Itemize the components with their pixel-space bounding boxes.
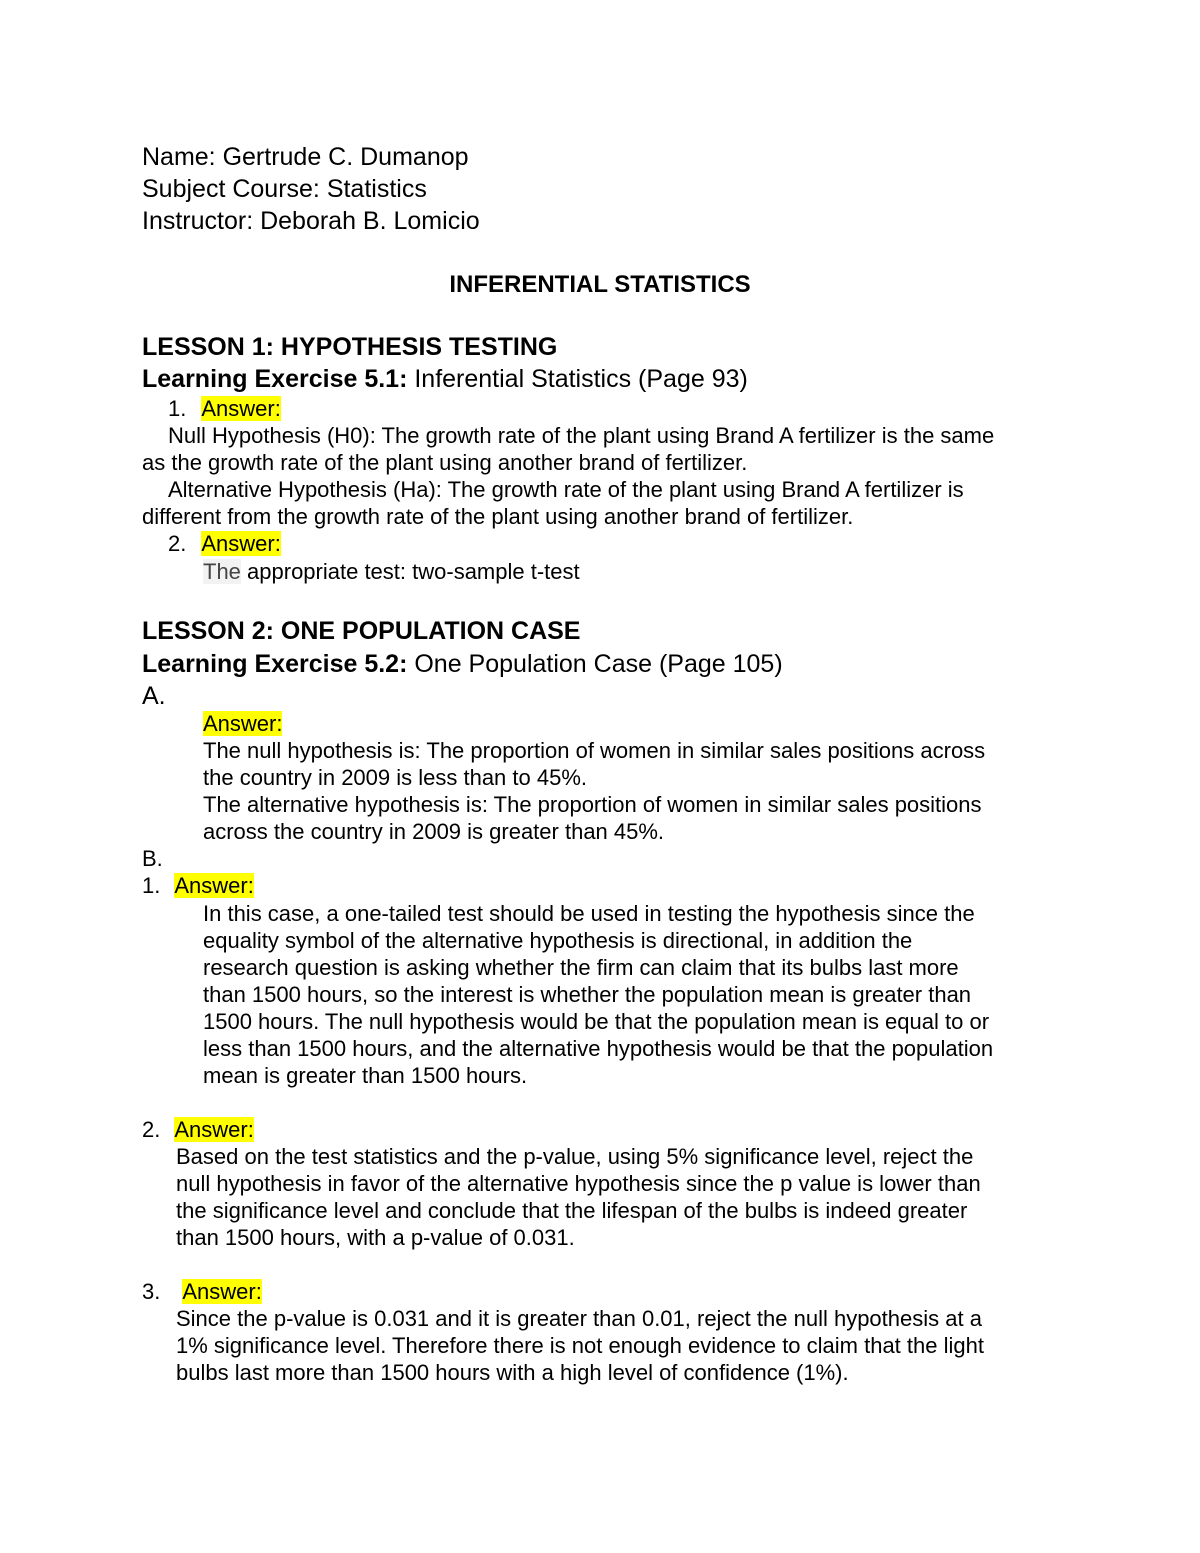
part-b-item1	[142, 875, 254, 897]
part-b-label: B.	[142, 846, 163, 871]
lesson1-exercise-title	[142, 367, 748, 392]
part-b1-text-line: mean is greater than 1500 hours.	[203, 1063, 528, 1088]
instructor-name: Instructor: Deborah B. Lomicio	[142, 207, 480, 235]
alt-hypothesis-line2: different from the growth rate of the plant using another brand of fertilizer.	[142, 504, 854, 529]
part-b3-text-line: 1% significance level. Therefore there is not enough evidence to claim that the light	[176, 1333, 984, 1358]
lesson2-heading: LESSON 2: ONE POPULATION CASE	[142, 617, 581, 645]
part-a-text-line: The alternative hypothesis is: The proportion of women in similar sales positions	[203, 792, 982, 817]
part-b2-text-line: the significance level and conclude that the lifespan of the bulbs is indeed greater	[176, 1198, 968, 1223]
null-hypothesis-line2: as the growth rate of the plant using another brand of fertilizer.	[142, 450, 748, 475]
answer-label: Answer:	[201, 396, 281, 421]
appropriate-test-the: The	[203, 559, 241, 584]
part-b3-text-line: bulbs last more than 1500 hours with a high level of confidence (1%).	[176, 1360, 849, 1385]
exercise-name: One Population Case (Page 105)	[407, 650, 783, 678]
part-b1-text-line: equality symbol of the alternative hypothesis is directional, in addition the	[203, 928, 913, 953]
part-a-text-line: The null hypothesis is: The proportion of women in similar sales positions across	[203, 738, 986, 763]
part-a-answer	[203, 713, 282, 735]
part-b1-text-line: 1500 hours. The null hypothesis would be that the population mean is equal to or	[203, 1009, 990, 1034]
part-b3-text-line: Since the p-value is 0.031 and it is greater than 0.01, reject the null hypothesis at a	[176, 1306, 982, 1331]
answer-label: Answer:	[174, 873, 254, 898]
part-b1-text-line: In this case, a one-tailed test should be used in testing the hypothesis since the	[203, 901, 975, 926]
appropriate-test	[203, 561, 580, 583]
lesson2-exercise-title	[142, 652, 783, 677]
lesson1-item1	[168, 398, 281, 420]
part-b-item2	[142, 1119, 254, 1141]
item-number: 2.	[168, 531, 187, 556]
lesson1-heading: LESSON 1: HYPOTHESIS TESTING	[142, 333, 558, 361]
null-hypothesis-line1: Null Hypothesis (H0): The growth rate of the plant using Brand A fertilizer is the same	[168, 423, 995, 448]
part-b1-text-line: research question is asking whether the firm can claim that its bulbs last more	[203, 955, 959, 980]
answer-label: Answer:	[182, 1279, 262, 1304]
part-b1-text-line: than 1500 hours, so the interest is whether the population mean is greater than	[203, 982, 972, 1007]
part-a-text-line: the country in 2009 is less than to 45%.	[203, 765, 588, 790]
part-a-text-line: across the country in 2009 is greater than 45%.	[203, 819, 665, 844]
item-number: 1.	[168, 396, 187, 421]
lesson1-item2	[168, 533, 281, 555]
answer-label: Answer:	[174, 1117, 254, 1142]
part-b2-text-line: Based on the test statistics and the p-value, using 5% significance level, reject the	[176, 1144, 974, 1169]
item-number: 2.	[142, 1117, 161, 1142]
alt-hypothesis-line1: Alternative Hypothesis (Ha): The growth rate of the plant using Brand A fertilizer is	[168, 477, 964, 502]
exercise-label: Learning Exercise 5.2:	[142, 650, 408, 678]
answer-label: Answer:	[203, 711, 283, 736]
part-b-item3	[142, 1281, 262, 1303]
answer-label: Answer:	[201, 531, 281, 556]
part-b2-text-line: than 1500 hours, with a p-value of 0.031.	[176, 1225, 575, 1250]
item-number: 3.	[142, 1279, 161, 1304]
part-b1-text-line: less than 1500 hours, and the alternative hypothesis would be that the population	[203, 1036, 994, 1061]
appropriate-test-text: appropriate test: two-sample t-test	[240, 559, 580, 584]
subject-course: Subject Course: Statistics	[142, 175, 427, 203]
exercise-label: Learning Exercise 5.1:	[142, 365, 408, 393]
document-title: INFERENTIAL STATISTICS	[449, 271, 751, 298]
student-name: Name: Gertrude C. Dumanop	[142, 143, 469, 171]
part-a-label: A.	[142, 682, 166, 710]
exercise-name: Inferential Statistics (Page 93)	[407, 365, 748, 393]
item-number: 1.	[142, 873, 161, 898]
part-b2-text-line: null hypothesis in favor of the alternative hypothesis since the p value is lower than	[176, 1171, 981, 1196]
